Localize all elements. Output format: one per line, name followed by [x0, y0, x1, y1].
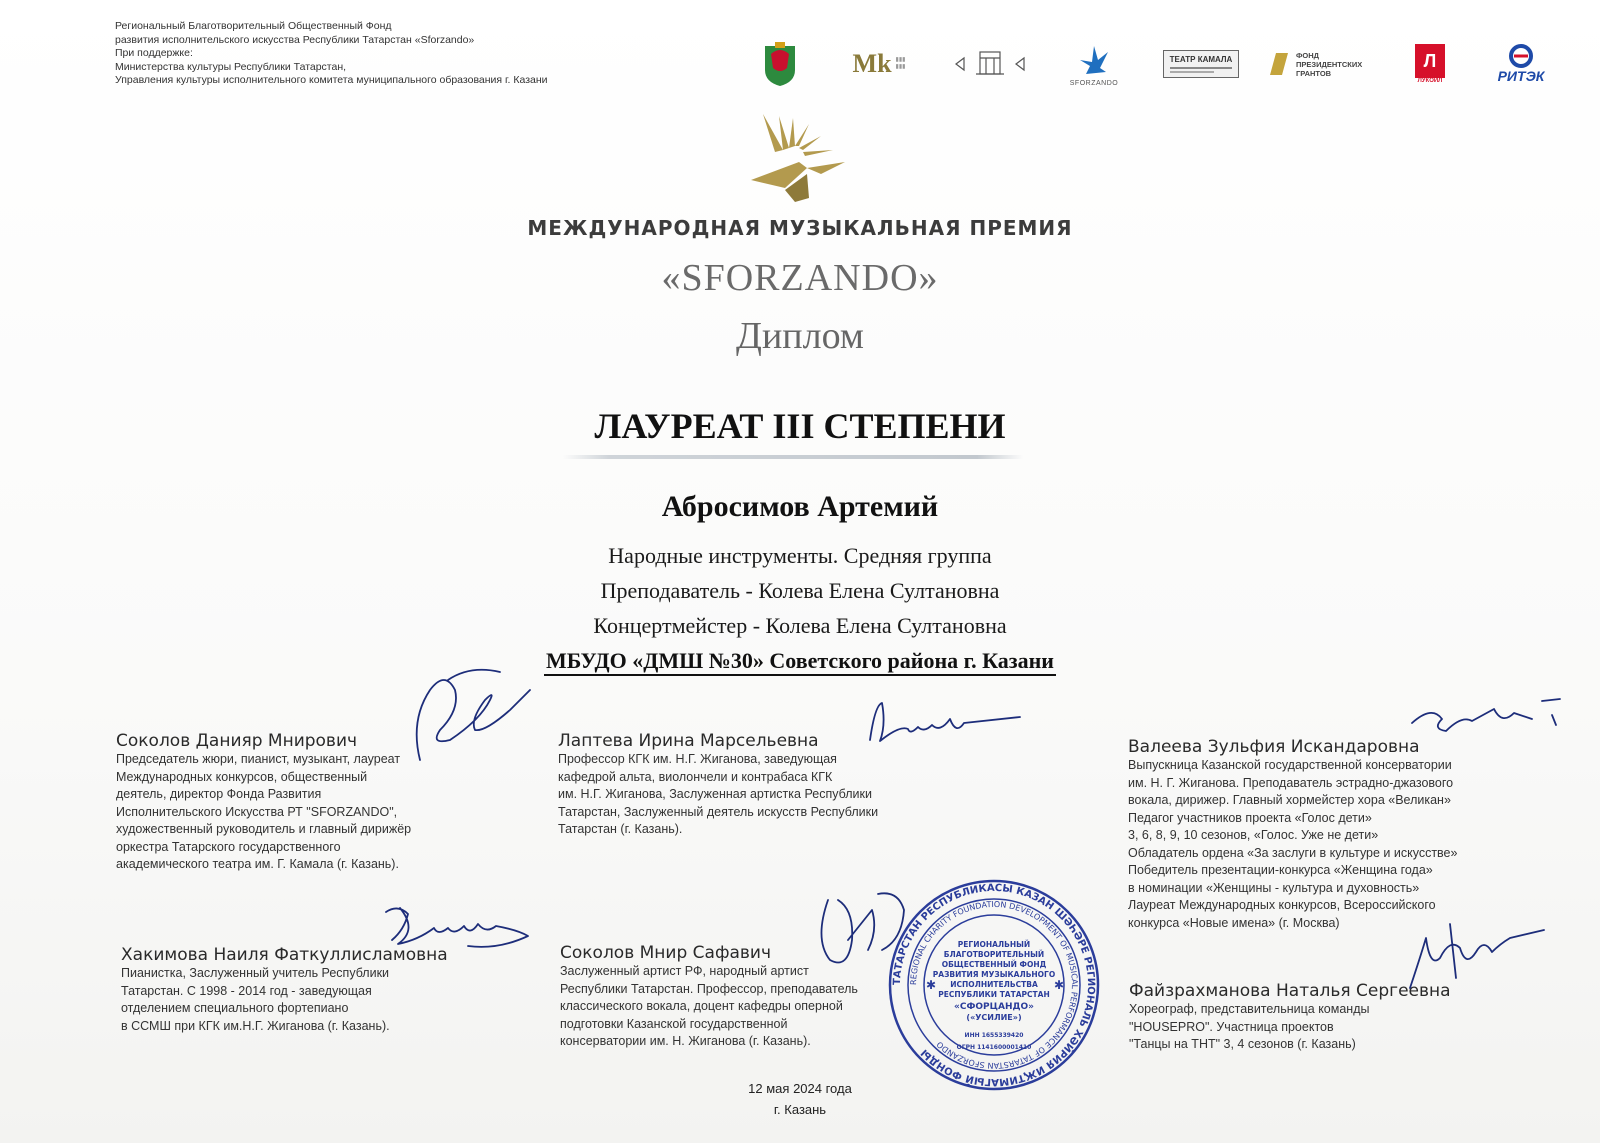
signature-sokolov-d-icon — [400, 660, 540, 770]
desc-line: Пианистка, Заслуженный учитель Республики — [121, 966, 390, 980]
desc-line: Обладатель ордена «За заслуги в культуре и искусстве» — [1128, 845, 1458, 860]
desc-line: Татарстан (г. Казань). — [558, 822, 683, 836]
org-header — [115, 20, 675, 88]
signature-valeeva-icon — [1402, 695, 1572, 755]
desc-line: Председатель жюри, пианист, музыкант, лауреат — [116, 752, 401, 766]
stamp-ogrn: ОГРН 1141600001410 — [956, 1044, 1032, 1051]
teacher: Преподаватель - Колева Елена Султановна — [600, 578, 1000, 603]
desc-line: Победитель презентации-конкурса «Женщина года» — [1128, 863, 1433, 877]
desc-line: кафедрой альта, виолончели и контрабаса КГК — [558, 769, 833, 784]
laureate-degree: ЛАУРЕАТ III СТЕПЕНИ — [594, 406, 1006, 446]
foundation-stamp-icon — [886, 877, 1102, 1093]
jury-name: Файзрахманова Наталья Сергеевна — [1129, 981, 1451, 1001]
stamp-outer-ring: ТАТАРСТАН РЕСПУБЛИКАСЫ КАЗАН ШӘҺӘРЕ РЕГИОНАЛЬ ХӘЙРИЯ ИҖТИМАГЫЙ ФОНДЫ — [891, 882, 1097, 1088]
desc-line: "Танцы на ТНТ" 3, 4 сезонов (г. Казань) — [1129, 1037, 1356, 1051]
desc-line: Татарстан, Заслуженный деятель искусств Республики — [558, 804, 879, 819]
desc-line: классического вокала, доцент кафедры оперной — [560, 999, 843, 1013]
desc-line: деятель, директор Фонда Развития — [116, 787, 322, 801]
desc-line: отделением специального фортепиано — [121, 1001, 349, 1015]
jury-name: Валеева Зульфия Искандаровна — [1128, 737, 1420, 757]
jury-description — [1129, 1001, 1451, 1054]
stamp-star-left-icon: ✱ — [926, 978, 937, 992]
desc-line: конкурса «Новые имена» (г. Москва) — [1128, 915, 1340, 930]
desc-line: Заслуженный артист РФ, народный артист — [560, 964, 809, 978]
desc-line: Исполнительского Искусства РТ "SFORZANDO", — [116, 804, 398, 819]
desc-line: оркестра Татарского государственного — [116, 839, 341, 854]
jury-name: Хакимова Наиля Фаткуллисламовна — [121, 945, 448, 965]
theatre-kamala-logo: ТЕАТР КАМАЛА — [1158, 36, 1244, 92]
stamp-line: РАЗВИТИЯ МУЗЫКАЛЬНОГО — [932, 970, 1056, 979]
document-type: Диплом — [736, 315, 864, 357]
desc-line: Татарстан. С 1998 - 2014 год - заведующая — [121, 983, 372, 998]
jury-valeeva — [1128, 737, 1457, 932]
org-line-4: Министерства культуры Республики Татарстан, — [115, 60, 347, 73]
desc-line: Лауреат Международных конкурсов, Всероссийского — [1128, 898, 1436, 912]
desc-line: "HOUSEPRO". Участница проектов — [1129, 1019, 1334, 1034]
issue-date: 12 мая 2024 года — [748, 1081, 852, 1096]
jury-name: Соколов Данияр Мнирович — [116, 731, 358, 751]
stamp-line: РЕСПУБЛИКИ ТАТАРСТАН — [938, 990, 1050, 999]
desc-line: подготовки Казанской государственной — [560, 1016, 788, 1031]
jury-description — [1128, 757, 1457, 932]
jury-description — [121, 965, 448, 1035]
presidential-grants-logo: ФОНД ПРЕЗИДЕНТСКИХ ГРАНТОВ — [1268, 36, 1388, 92]
stamp-inner-ring: REGIONAL CHARITY FOUNDATION DEVELOPMENT OF MUSICAL PERFORMANCE OF TATARSTAN SFORZANDO — [908, 899, 1080, 1071]
jury-description — [558, 751, 878, 839]
jury-name: Лаптева Ирина Марсельевна — [558, 731, 819, 751]
signature-lapteva-icon — [860, 695, 1030, 755]
lukoil-mark-icon: Л — [1415, 44, 1445, 78]
award-title: «SFORZANDO» — [661, 257, 939, 299]
desc-line: Профессор КГК им. Н.Г. Жиганова, заведующая — [558, 752, 837, 766]
desc-line: Выпускница Казанской государственной консерватории — [1128, 758, 1452, 772]
stamp-star-right-icon: ✱ — [1054, 978, 1065, 992]
jury-lapteva — [558, 731, 878, 839]
stamp-line: «СФОРЦАНДО» — [954, 1002, 1034, 1012]
org-line-3: При поддержке: — [115, 47, 193, 59]
issue-date-block — [700, 1078, 900, 1120]
ritek-logo: РИТЭК — [1488, 36, 1554, 92]
desc-line: консерватории им. Н. Жиганова (г. Казань). — [560, 1034, 811, 1048]
org-line-1: Региональный Благотворительный Общественный Фонд — [115, 20, 392, 32]
org-line-5: Управления культуры исполнительного комитета муниципального образования г. Казани — [115, 74, 548, 86]
jury-description — [116, 751, 411, 874]
stamp-line: («УСИЛИЕ») — [966, 1013, 1022, 1022]
lukoil-logo: Л ЛУКОЙЛ — [1410, 36, 1450, 92]
desc-line: в ССМШ при КГК им.Н.Г. Жиганова (г. Казань). — [121, 1018, 390, 1033]
grants-mark-icon — [1268, 51, 1290, 77]
sforzando-logo: SFORZANDO — [1062, 36, 1126, 92]
desc-line: в номинации «Женщины - культура и духовность» — [1128, 880, 1420, 895]
sforzando-bird-icon — [1076, 42, 1112, 80]
jury-sokolov-danijar — [116, 731, 411, 874]
school-name: МБУДО «ДМШ №30» Советского района г. Казани — [544, 648, 1056, 676]
ritek-mark-icon — [1504, 44, 1538, 68]
school — [0, 648, 1600, 674]
issue-city: г. Казань — [773, 1102, 827, 1117]
sponsor-logos — [760, 36, 1580, 92]
desc-line: 3, 6, 8, 9, 10 сезонов, «Голос. Уже не дети» — [1128, 828, 1379, 842]
desc-line: Международных конкурсов, общественный — [116, 769, 368, 784]
stamp-line: РЕГИОНАЛЬНЫЙ — [957, 940, 1031, 949]
accompanist: Концертмейстер - Колева Елена Султановна — [593, 613, 1007, 638]
stamp-inn: ИНН 1655339420 — [964, 1032, 1024, 1039]
stamp-line: ИСПОЛНИТЕЛЬСТВА — [950, 980, 1038, 989]
recipient-name: Абросимов Артемий — [661, 490, 939, 523]
signature-faizrakhmanova-icon — [1400, 918, 1550, 998]
signature-khakimova-icon — [378, 900, 538, 960]
award-name: МЕЖДУНАРОДНАЯ МУЗЫКАЛЬНАЯ ПРЕМИЯ — [527, 216, 1073, 240]
jury-name: Соколов Мнир Сафавич — [560, 943, 772, 963]
desc-line: им. Н.Г. Жиганова, Заслуженная артистка Республики — [558, 787, 872, 801]
stamp-line: ОБЩЕСТВЕННЫЙ ФОНД — [941, 960, 1047, 969]
stamp-line: БЛАГОТВОРИТЕЛЬНЫЙ — [943, 950, 1045, 959]
category: Народные инструменты. Средняя группа — [608, 543, 992, 568]
laureate-divider — [563, 455, 1023, 459]
desc-line: академического театра им. Г. Камала (г. Казань). — [116, 857, 399, 871]
ornament-logo-icon — [950, 36, 1030, 92]
desc-line: художественный руководитель и главный дирижёр — [116, 822, 412, 836]
desc-line: Хореограф, представительница команды — [1129, 1002, 1370, 1016]
mk-logo: Mk ▮▮▮ ▮▮▮ — [852, 49, 906, 78]
desc-line: им. Н. Г. Жиганова. Преподаватель эстрадно-джазового — [1128, 775, 1454, 790]
desc-line: вокала, дирижер. Главный хормейстер хора «Великан» — [1128, 793, 1451, 807]
desc-line: Республики Татарстан. Профессор, преподаватель — [560, 981, 858, 996]
desc-line: Педагог участников проекта «Голос дети» — [1128, 810, 1372, 825]
kazan-coat-of-arms-icon — [760, 36, 800, 92]
sforzando-emblem-icon — [745, 110, 855, 205]
org-line-2: развития исполнительского искусства Республики Татарстан «Sforzando» — [115, 33, 475, 46]
